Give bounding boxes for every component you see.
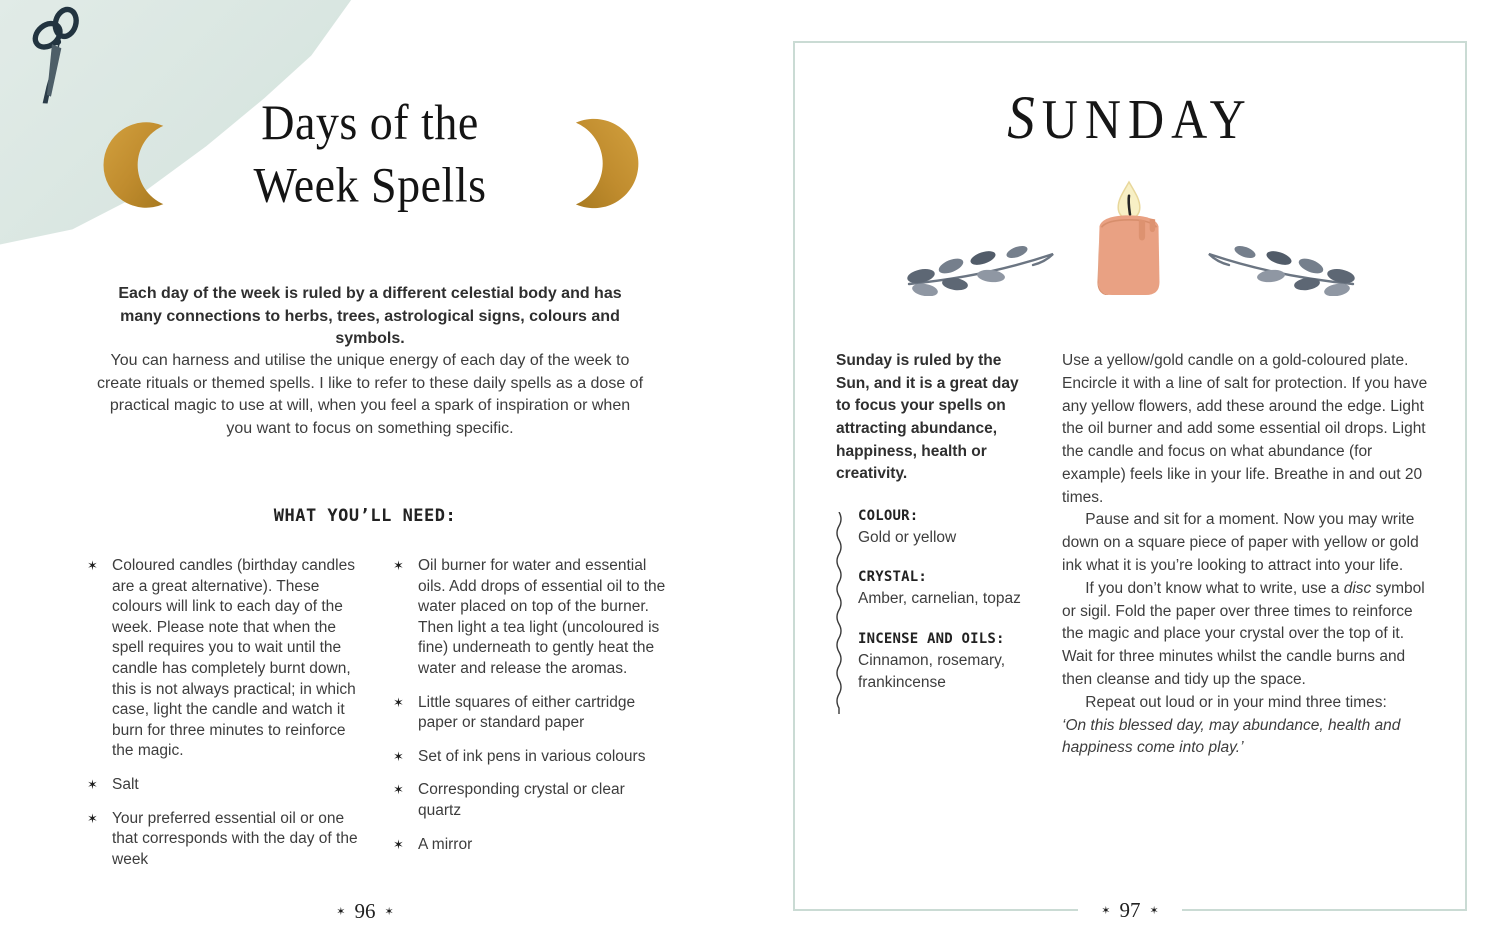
paragraph-segment: If you don’t know what to write, use a: [1085, 579, 1344, 597]
list-item: [86, 556, 368, 762]
list-item-text: Oil burner for water and essential oils. Add drops of essential oil to the water placed on top of the burner. Then light a tea light (uncoloured is fine) underneath to gently heat the water and release the aromas.: [418, 557, 666, 678]
crystal-label: CRYSTAL:: [858, 569, 928, 586]
page-title: [150, 91, 590, 216]
instruction-paragraph: Use a yellow/gold candle on a gold-coloured plate. Encircle it with a line of salt for protection. If you have any yellow flowers, add these around the edge. Light the oil burner and add some essential oil drops. Light the candle and focus on what abundance (for example) feels like in your life. Breathe in and out 20 times.: [1062, 352, 1428, 506]
colour-section: [858, 508, 1032, 549]
scissors-icon: [12, 1, 109, 115]
paragraph-segment-italic: disc: [1343, 579, 1372, 597]
list-item-text: Set of ink pens in various colours: [418, 747, 646, 765]
candle-icon: [1089, 180, 1169, 298]
list-item: [86, 775, 368, 796]
star-bullet-icon: ✶: [393, 836, 404, 852]
list-item: [392, 780, 670, 821]
spell-instructions: [1062, 350, 1430, 760]
needs-column-1: [86, 556, 368, 884]
list-item-text: A mirror: [418, 835, 473, 853]
intro-paragraph: You can harness and utilise the unique energy of each day of the week to create rituals or themed spells. I like to refer to these daily spells as a dose of practical magic to use at will, when you feel a spark of inspiration or when you want to focus on something specific.: [96, 352, 644, 438]
page-star-icon: ✶: [336, 906, 346, 918]
colour-value: Gold or yellow: [858, 528, 957, 546]
title-line-2: Week Spells: [253, 157, 487, 213]
leaf-sprig-icon: [1205, 238, 1357, 296]
crystal-value: Amber, carnelian, topaz: [858, 590, 1021, 608]
page-number: 97: [1119, 898, 1141, 922]
list-item-text: Salt: [112, 776, 139, 794]
page-number-wrap: [1078, 898, 1181, 923]
page-number-right: [793, 898, 1467, 923]
correspondence-sections: [836, 508, 1032, 694]
leaf-sprig-icon: [905, 238, 1057, 296]
intro-paragraph-bold: Each day of the week is ruled by a different celestial body and has many connections to herbs, trees, astrological signs, colours and symbols.: [118, 285, 622, 348]
list-item: [392, 747, 670, 768]
needs-list: [86, 556, 670, 884]
incense-section: [858, 631, 1032, 693]
list-item-text: Little squares of either cartridge paper or standard paper: [418, 693, 636, 732]
star-bullet-icon: ✶: [393, 782, 404, 798]
incense-label: INCENSE AND OILS:: [858, 631, 1005, 648]
page-number: 96: [354, 899, 376, 923]
incense-value: Cinnamon, rosemary, frankincense: [858, 652, 1006, 691]
list-item-text: Coloured candles (birthday candles are a great alternative). These colours will link to each day of the week. Please note that when the spell requires you to wait until the candle has completely burnt down, this is not always practical; in which case, light the candle and watch it burn for three minutes to reinforce the magic.: [112, 557, 356, 760]
right-page: [760, 0, 1500, 948]
instruction-paragraph: [1062, 578, 1430, 692]
page-star-icon: ✶: [1149, 905, 1159, 917]
needs-column-2: [392, 556, 670, 884]
correspondences-sidebar: [836, 350, 1032, 715]
day-title: SUNDAY: [1007, 83, 1253, 152]
star-bullet-icon: ✶: [393, 694, 404, 710]
day-summary: Sunday is ruled by the Sun, and it is a great day to focus your spells on attracting abundance, happiness, health or creativity.: [836, 352, 1019, 483]
spell-quote: ‘On this blessed day, may abundance, health and happiness come into play.’: [1062, 716, 1401, 757]
instruction-paragraph: Repeat out loud or in your mind three times:: [1085, 693, 1387, 711]
paragraph-segment: symbol or sigil. Fold the paper over three times to reinforce the magic and place your crystal over the top of it. Wait for three minutes whilst the candle burns and then cleanse and tidy up the space.: [1062, 579, 1425, 688]
list-item: [392, 835, 670, 856]
star-bullet-icon: ✶: [393, 558, 404, 573]
page-star-icon: ✶: [1101, 905, 1111, 917]
star-bullet-icon: ✶: [87, 777, 98, 793]
list-item: [86, 809, 368, 871]
page-star-icon: ✶: [384, 906, 394, 918]
star-bullet-icon: ✶: [393, 748, 404, 764]
star-bullet-icon: ✶: [87, 558, 98, 573]
colour-label: COLOUR:: [858, 507, 919, 524]
list-item: [392, 556, 670, 680]
title-line-1: Days of the: [261, 94, 479, 150]
needs-heading: WHAT YOU’LL NEED:: [273, 506, 457, 526]
crystal-section: [858, 569, 1032, 610]
wavy-line: [834, 512, 844, 714]
list-item-text: Corresponding crystal or clear quartz: [418, 781, 625, 820]
star-bullet-icon: ✶: [87, 810, 98, 826]
page-number-left: [85, 899, 645, 924]
list-item-text: Your preferred essential oil or one that corresponds with the day of the week: [112, 809, 358, 868]
list-item: [392, 693, 670, 734]
instruction-paragraph: Pause and sit for a moment. Now you may write down on a square piece of paper with yellow or gold ink what it is you’re looking to attract into your life.: [1062, 511, 1419, 575]
